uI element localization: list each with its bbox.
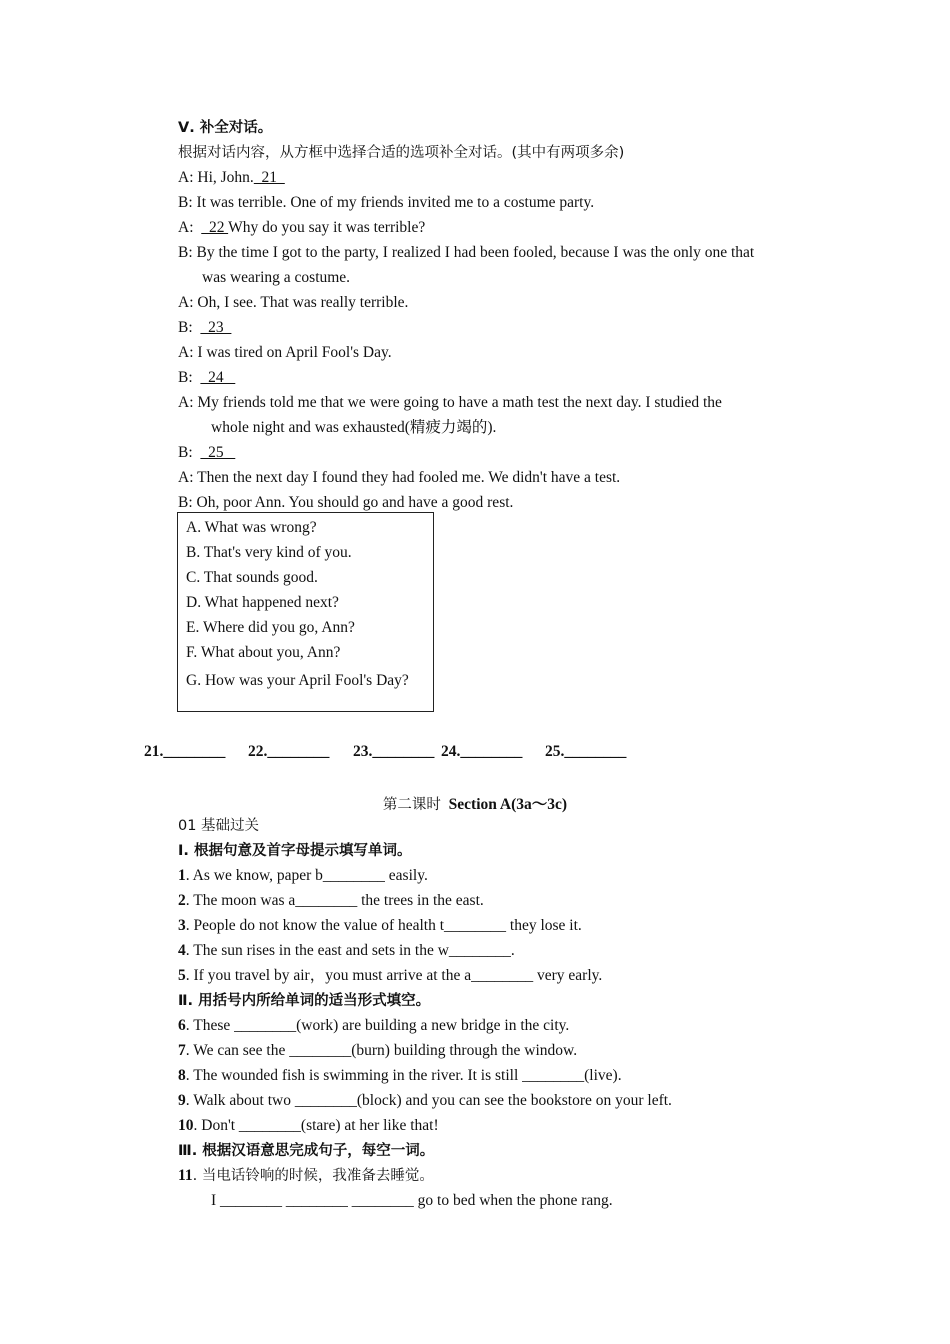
dialogue-line: A: Then the next day I found they had fooled me. We didn't have a test. (178, 469, 621, 486)
option-a: A. What was wrong? (186, 519, 317, 536)
option-e: E. Where did you go, Ann? (186, 619, 355, 636)
dialogue-line: B: 25 (178, 444, 236, 461)
option-d: D. What happened next? (186, 594, 339, 611)
blank-25[interactable]: 25 (200, 444, 236, 461)
blank-24[interactable]: 24 (200, 369, 236, 386)
blank-23[interactable]: 23 (200, 319, 232, 336)
option-g: G. How was your April Fool's Day? (186, 672, 409, 689)
dialogue-line: whole night and was exhausted(精疲力竭的). (211, 419, 497, 436)
dialogue-line: A: I was tired on April Fool's Day. (178, 344, 392, 361)
question-10: 10. Don't ________(stare) at her like that! (178, 1117, 439, 1134)
option-f: F. What about you, Ann? (186, 644, 341, 661)
part2-heading: Ⅱ. 用括号内所给单词的适当形式填空。 (178, 993, 431, 1009)
part-label: 01 基础过关 (178, 818, 260, 834)
dialogue-line: B: By the time I got to the party, I realized I had been fooled, because I was the only one that (178, 244, 755, 261)
question-8: 8. The wounded fish is swimming in the river. It is still ________(live). (178, 1067, 622, 1084)
dialogue-line: B: 24 (178, 369, 236, 386)
dialogue-line: B: 23 (178, 319, 232, 336)
lesson-title: 第二课时 Section A(3a～3c) (382, 796, 568, 813)
answer-22[interactable]: 22.________ (248, 743, 330, 760)
question-7: 7. We can see the ________(burn) building through the window. (178, 1042, 578, 1059)
option-c: C. That sounds good. (186, 569, 318, 586)
dialogue-line: B: It was terrible. One of my friends invited me to a costume party. (178, 194, 595, 211)
blank-22[interactable]: 22 (201, 219, 229, 236)
section5-instruction: 根据对话内容，从方框中选择合适的选项补全对话。(其中有两项多余) (178, 145, 625, 161)
question-9: 9. Walk about two ________(block) and you can see the bookstore on your left. (178, 1092, 672, 1109)
question-11-answer-line[interactable]: I ________ ________ ________ go to bed when the phone rang. (211, 1192, 613, 1209)
question-3: 3. People do not know the value of health t________ they lose it. (178, 917, 582, 934)
option-b: B. That's very kind of you. (186, 544, 352, 561)
options-box (177, 512, 434, 712)
question-5: 5. If you travel by air，you must arrive at the a________ very early. (178, 967, 603, 984)
answer-21[interactable]: 21.________ (144, 743, 226, 760)
answer-23[interactable]: 23.________ (353, 743, 435, 760)
dialogue-line: A: Oh, I see. That was really terrible. (178, 294, 409, 311)
question-4: 4. The sun rises in the east and sets in the w________. (178, 942, 515, 959)
blank-21[interactable]: 21 (253, 169, 285, 186)
dialogue-line: A: My friends told me that we were going to have a math test the next day. I studied the (178, 394, 722, 411)
dialogue-line: B: Oh, poor Ann. You should go and have a good rest. (178, 494, 514, 511)
answer-24[interactable]: 24.________ (441, 743, 523, 760)
question-1: 1. As we know, paper b________ easily. (178, 867, 428, 884)
question-2: 2. The moon was a________ the trees in the east. (178, 892, 484, 909)
dialogue-line: was wearing a costume. (202, 269, 351, 286)
question-11: 11. 当电话铃响的时候，我准备去睡觉。 (178, 1167, 434, 1184)
dialogue-line: A: Hi, John. 21 (178, 169, 285, 186)
dialogue-line: A: 22 Why do you say it was terrible? (178, 219, 426, 236)
answer-25[interactable]: 25.________ (545, 743, 627, 760)
part1-heading: Ⅰ. 根据句意及首字母提示填写单词。 (178, 843, 412, 859)
section5-heading: Ⅴ. 补全对话。 (178, 120, 273, 136)
part3-heading: Ⅲ. 根据汉语意思完成句子，每空一词。 (178, 1143, 435, 1159)
question-6: 6. These ________(work) are building a new bridge in the city. (178, 1017, 570, 1034)
